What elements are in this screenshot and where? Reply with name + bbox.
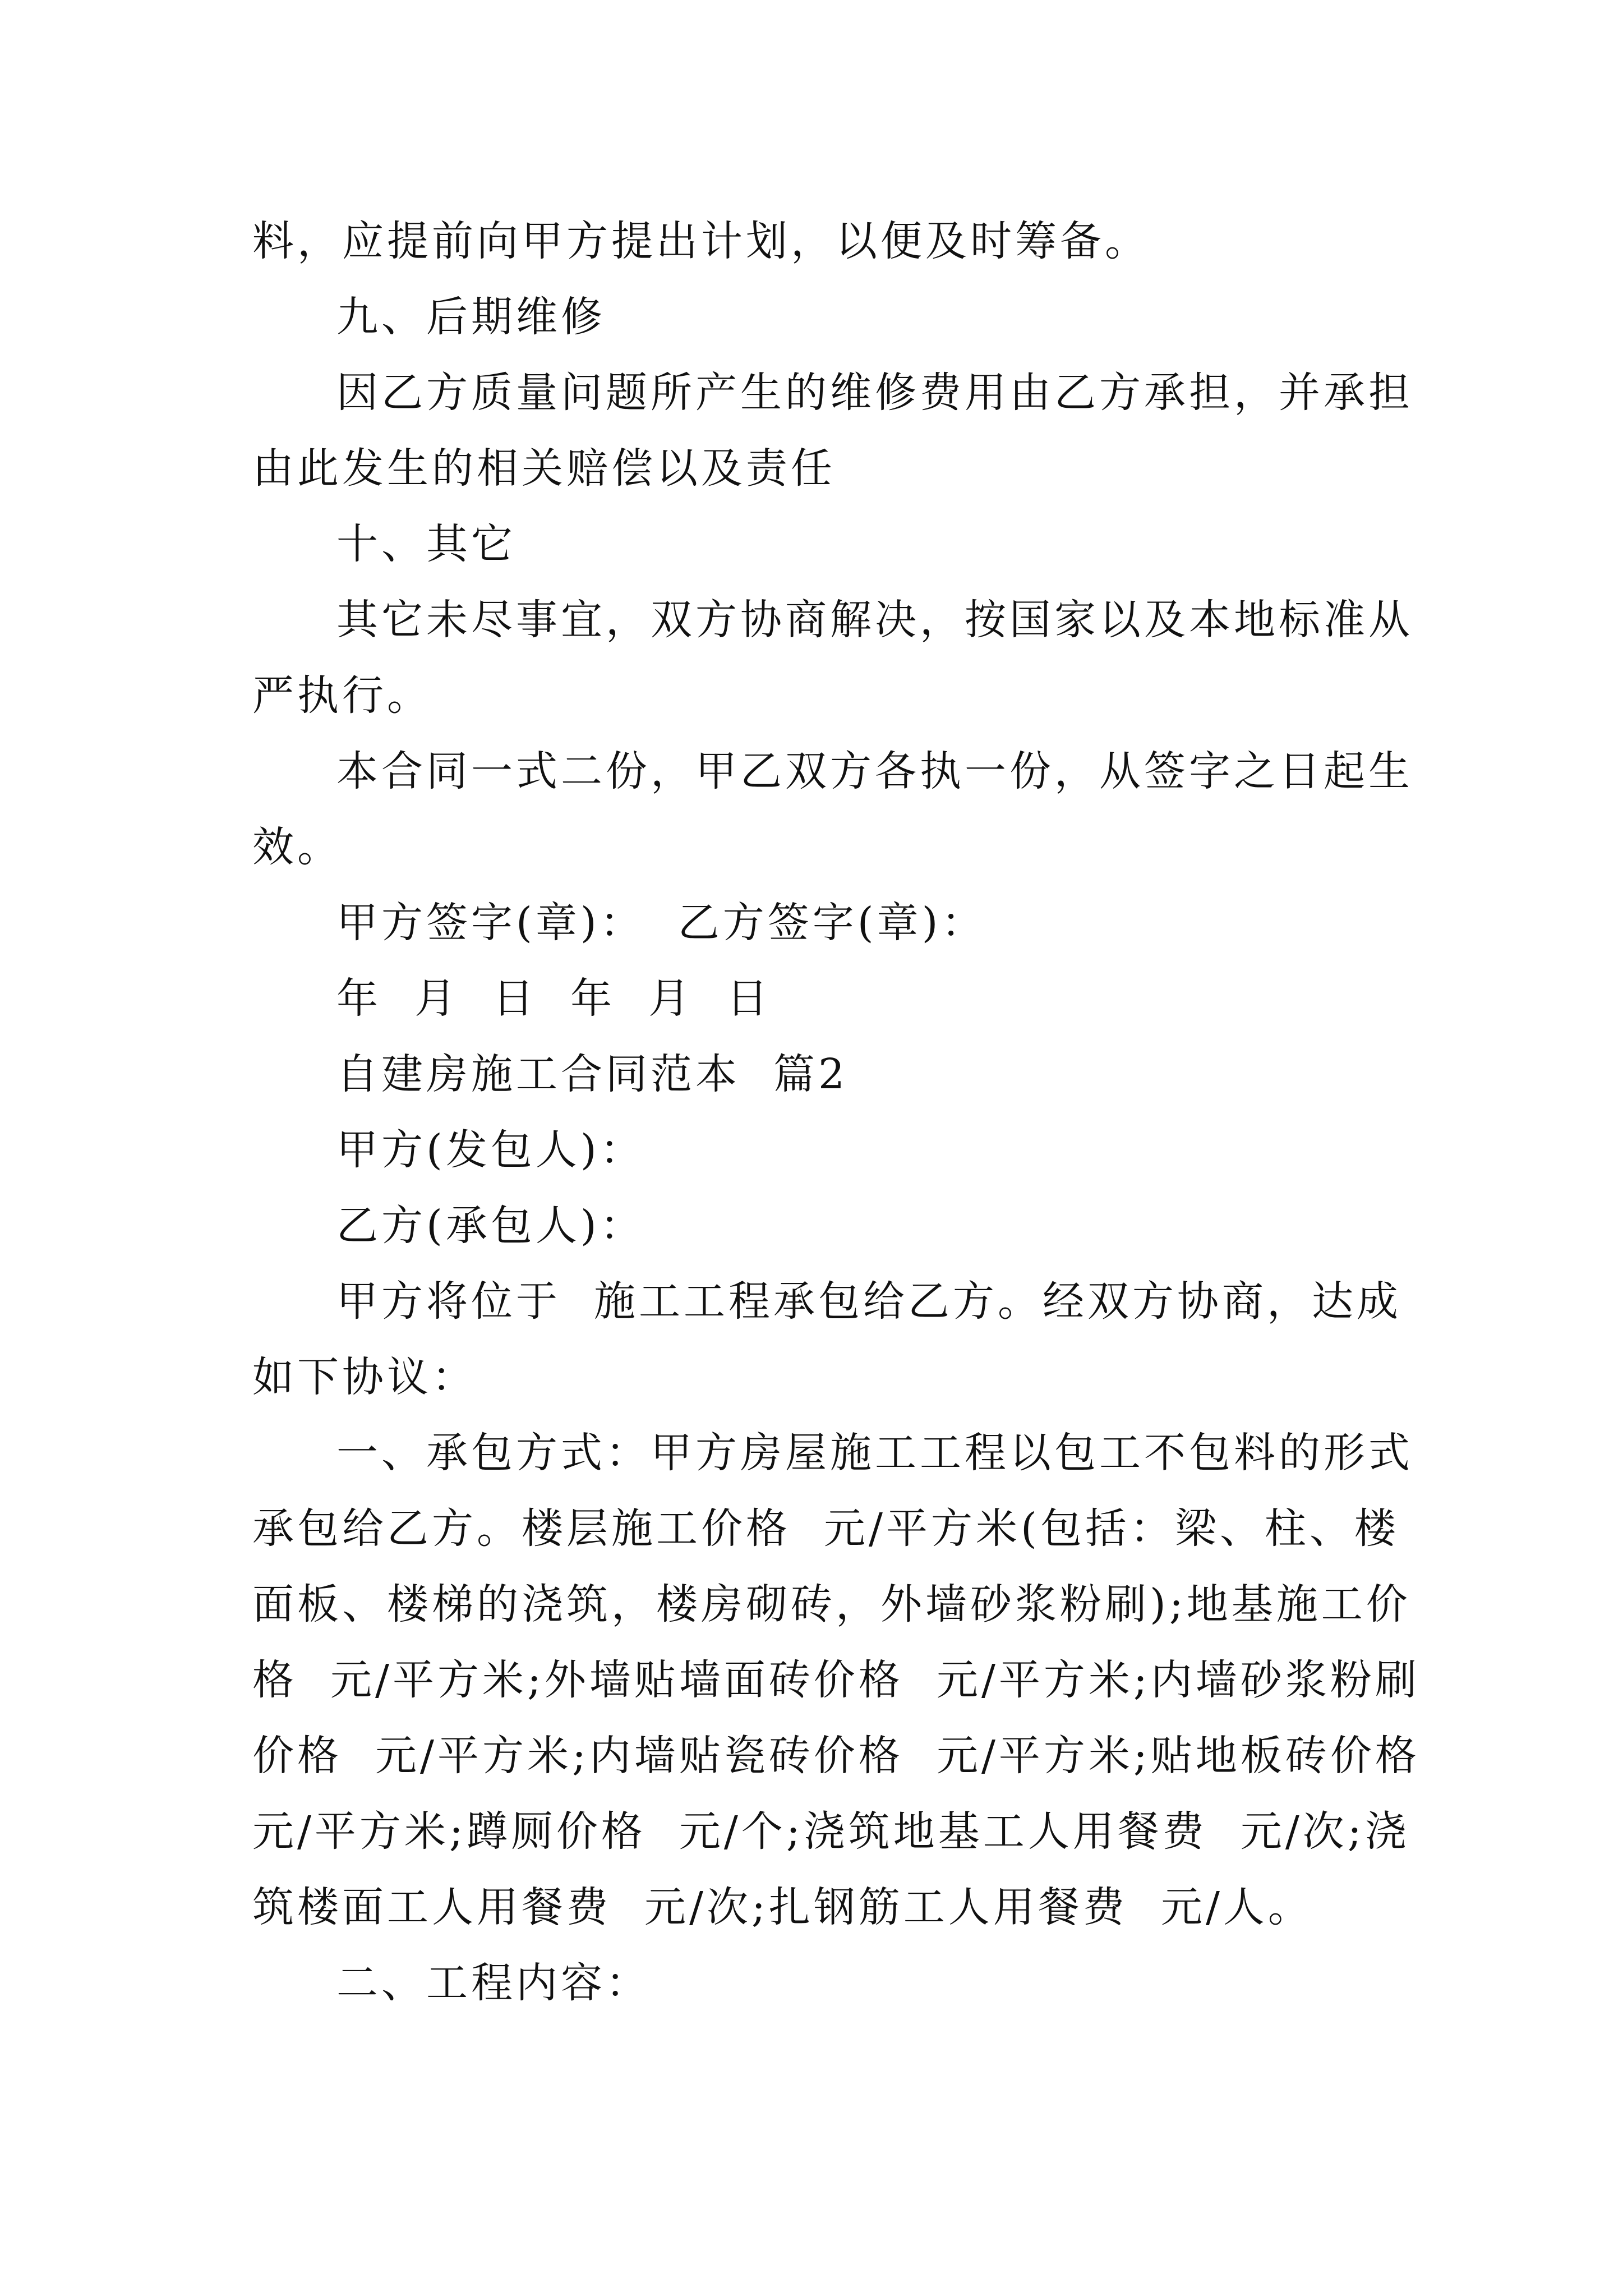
paragraph-line: 元/平方米;蹲厕价格 元/个;浇筑地基工人用餐费 元/次;浇 [252, 1807, 1410, 1856]
paragraph-line: 甲方将位于 施工工程承包给乙方。经双方协商，达成 [336, 1277, 1402, 1326]
section-heading-9: 九、后期维修 [336, 293, 606, 341]
party-a-line: 甲方(发包人)： [336, 1126, 645, 1174]
paragraph-line: 如下协议： [252, 1353, 477, 1401]
paragraph-line: 本合同一式二份，甲乙双方各执一份，从签字之日起生 [336, 747, 1413, 795]
paragraph-line: 价格 元/平方米;内墙贴瓷砖价格 元/平方米;贴地板砖价格 [252, 1732, 1420, 1780]
paragraph-line: 面板、楼梯的浇筑，楼房砌砖，外墙砂浆粉刷);地基施工价 [252, 1580, 1411, 1628]
paragraph-line: 因乙方质量问题所产生的维修费用由乙方承担，并承担 [336, 369, 1413, 417]
paragraph-line: 格 元/平方米;外墙贴墙面砖价格 元/平方米;内墙砂浆粉刷 [252, 1656, 1420, 1704]
paragraph-line: 料，应提前向甲方提出计划，以便及时筹备。 [252, 217, 1150, 265]
paragraph-line: 效。 [252, 823, 342, 871]
section-heading-1: 一、承包方式：甲方房屋施工工程以包工不包料的形式 [336, 1429, 1413, 1477]
section-heading-10: 十、其它 [336, 520, 516, 568]
paragraph-line: 严执行。 [252, 671, 432, 720]
section-heading-2: 二、工程内容： [336, 1959, 651, 2007]
date-line: 年 月 日 年 月 日 [336, 974, 772, 1023]
paragraph-line: 承包给乙方。楼层施工价格 元/平方米(包括：梁、柱、楼 [252, 1504, 1399, 1553]
paragraph-line: 由此发生的相关赔偿以及责任 [252, 444, 836, 493]
paragraph-line: 其它未尽事宜，双方协商解决，按国家以及本地标准从 [336, 596, 1413, 644]
party-b-line: 乙方(承包人)： [336, 1202, 645, 1250]
paragraph-line: 筑楼面工人用餐费 元/次;扎钢筋工人用餐费 元/人。 [252, 1883, 1313, 1931]
article-title: 自建房施工合同范本 篇2 [336, 1050, 849, 1098]
signature-line: 甲方签字(章)： 乙方签字(章)： [336, 899, 986, 947]
